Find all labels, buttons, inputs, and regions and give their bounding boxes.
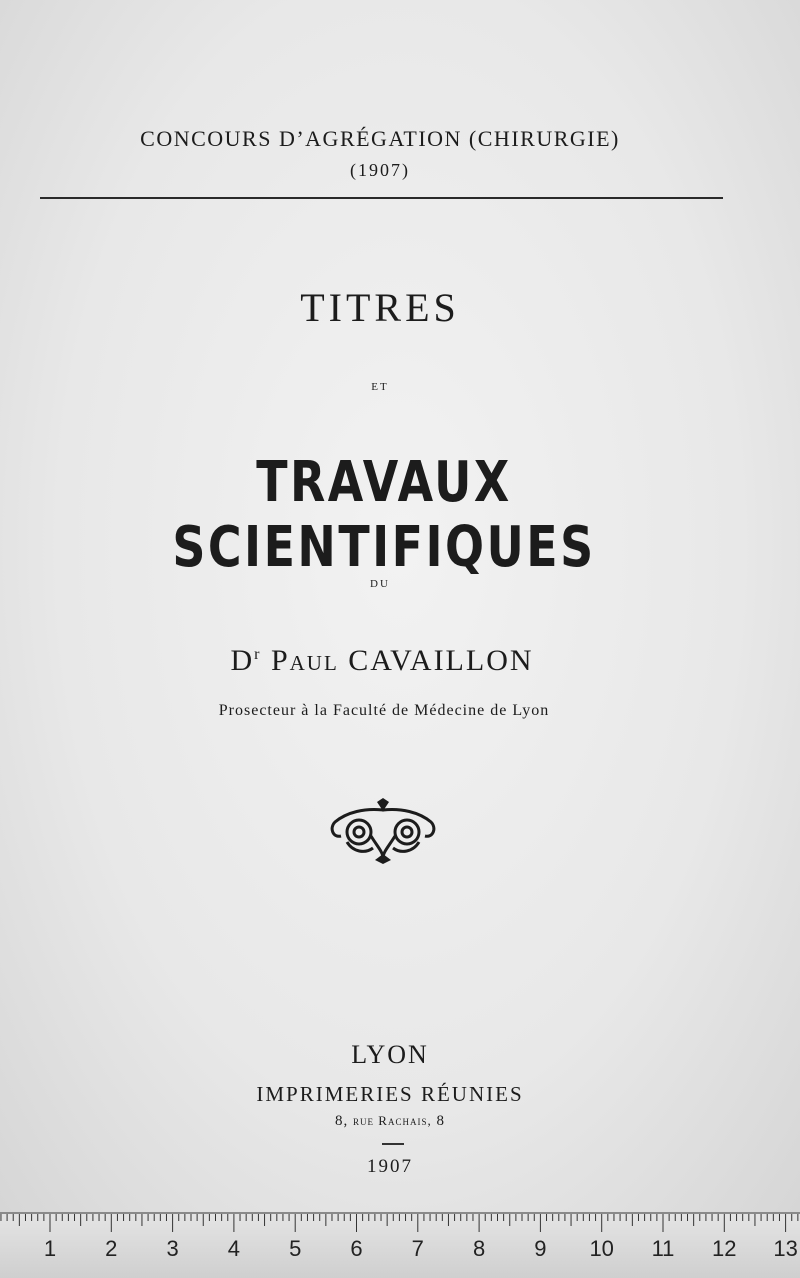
header-rule [40, 197, 723, 199]
ruler-number: 2 [105, 1236, 118, 1261]
imprint-dash [382, 1143, 404, 1145]
title-travaux: TRAVAUX SCIENTIFIQUES [172, 450, 596, 580]
imprint-year: 1907 [367, 1156, 413, 1177]
author-prefix-sup: r [254, 646, 262, 663]
ruler-number: 3 [166, 1236, 179, 1261]
fleuron-ornament-icon [325, 798, 441, 869]
ruler-number: 4 [227, 1236, 241, 1261]
title-connector-et: ET [371, 381, 389, 393]
ruler-number: 8 [472, 1236, 486, 1261]
competition-year: (1907) [350, 160, 410, 180]
ruler-number: 6 [350, 1236, 363, 1261]
competition-header: CONCOURS D’AGRÉGATION (CHIRURGIE) [140, 126, 620, 151]
ruler-number: 10 [589, 1236, 614, 1261]
ruler-ticks [0, 1214, 800, 1278]
imprint-printer: IMPRIMERIES RÉUNIES [256, 1082, 524, 1106]
address-street: rue Rachais, [353, 1113, 432, 1128]
ruler-number: 9 [534, 1236, 547, 1261]
address-number: 8, [335, 1113, 349, 1129]
imprint-address [0, 1113, 790, 1130]
ruler-number: 5 [289, 1236, 302, 1261]
author-prefix: D [230, 644, 255, 677]
author-role: Prosecteur à la Faculté de Médecine de Lyon [218, 702, 550, 719]
author-name [0, 644, 782, 678]
ruler-number: 7 [411, 1236, 424, 1261]
title-titres: TITRES [300, 285, 460, 330]
ruler-number: 1 [43, 1236, 57, 1261]
imprint-city: LYON [351, 1040, 429, 1069]
ruler-number: 13 [773, 1236, 798, 1261]
ruler-number: 12 [712, 1236, 737, 1261]
address-number-2: 8 [436, 1113, 445, 1129]
measuring-ruler [0, 1212, 800, 1278]
ruler-number: 11 [651, 1236, 675, 1261]
title-connector-du: DU [370, 578, 390, 590]
author-fullname: Paul CAVAILLON [270, 644, 534, 677]
